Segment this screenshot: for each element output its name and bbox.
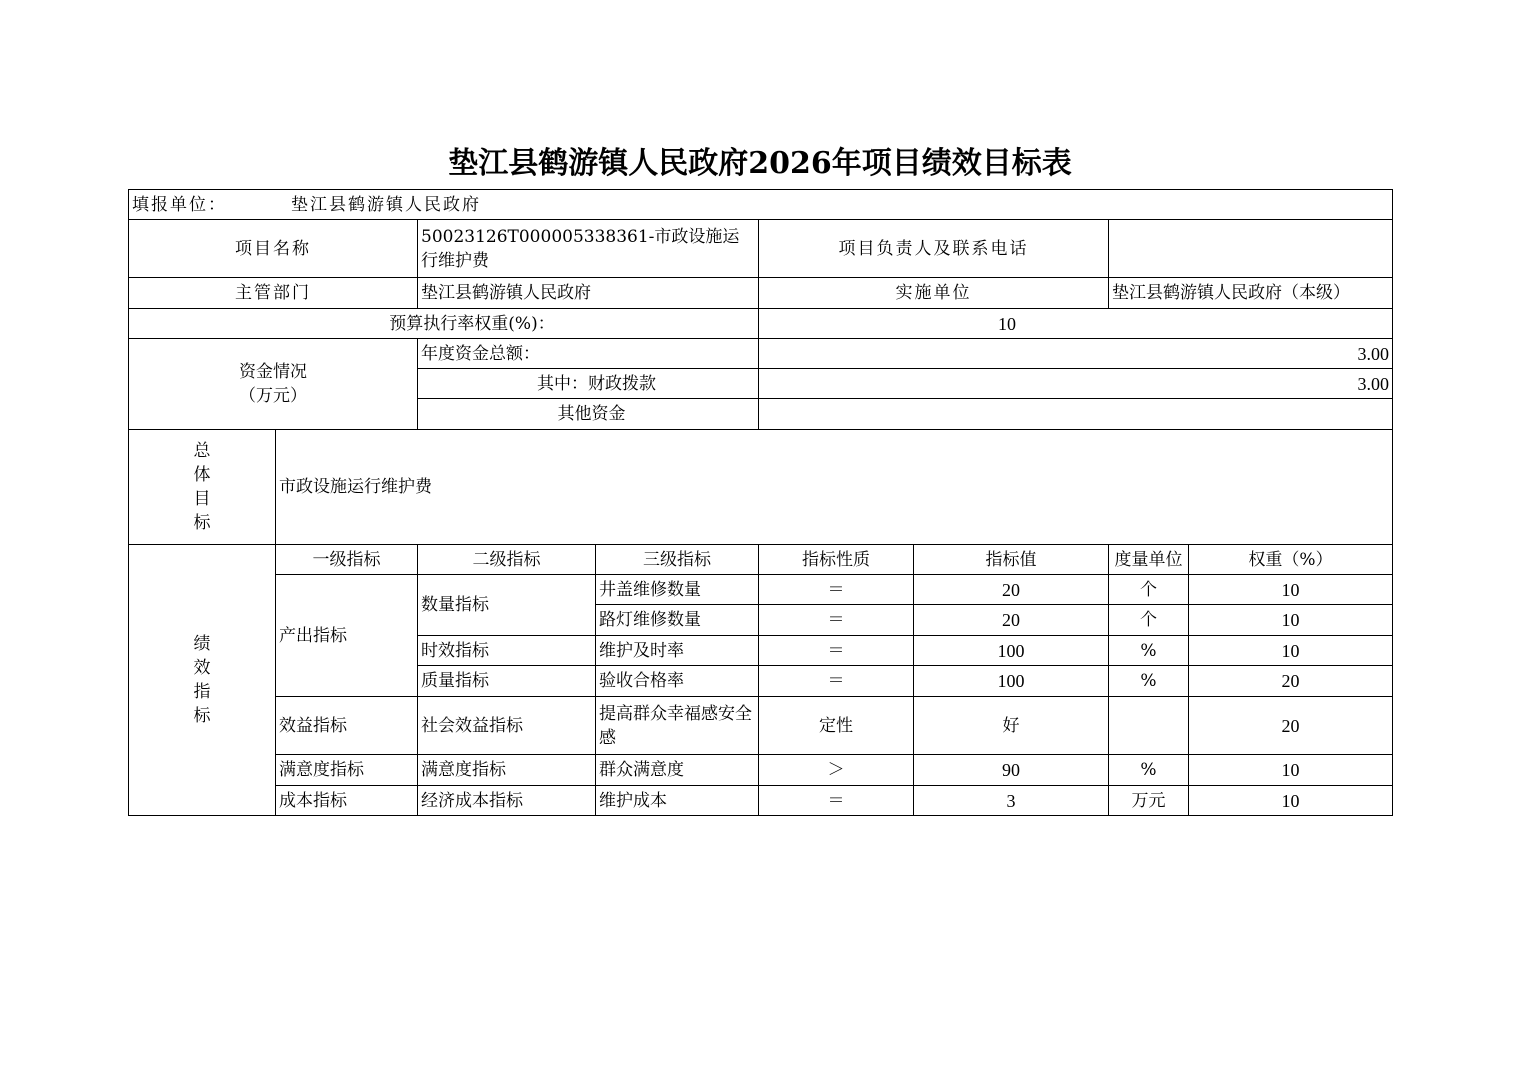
performance-char: 标 [193,706,211,726]
funds-label [129,339,418,430]
weight-cell: 20 [1189,697,1393,755]
nature-cell: ＝ [759,786,914,816]
nature-cell: ＞ [759,755,914,786]
header-level3: 三级指标 [596,545,759,575]
level1-output: 产出指标 [276,575,418,697]
indicator-row [129,786,1393,816]
unit-cell: % [1109,755,1189,786]
filler-unit-value: 垫江县鹤游镇人民政府 [291,194,481,215]
funds-other-value [759,399,1393,430]
value-cell: 3 [914,786,1109,816]
header-value: 指标值 [914,545,1109,575]
value-cell: 90 [914,755,1109,786]
performance-target-table [128,189,1393,816]
value-cell: 100 [914,666,1109,697]
indicator-row [129,755,1393,786]
impl-unit-label: 实施单位 [759,278,1109,309]
level2-economic: 经济成本指标 [418,786,596,816]
header-nature: 指标性质 [759,545,914,575]
impl-unit-value: 垫江县鹤游镇人民政府（本级） [1109,278,1393,309]
unit-cell: 个 [1109,605,1189,636]
nature-cell: 定性 [759,697,914,755]
level2-satisfaction: 满意度指标 [418,755,596,786]
unit-cell: % [1109,666,1189,697]
weight-cell: 10 [1189,575,1393,605]
indicator-row [129,697,1393,755]
nature-cell: ＝ [759,605,914,636]
funds-other-label: 其他资金 [418,399,759,430]
funds-total-value: 3.00 [759,339,1393,369]
overall-goal-char: 标 [193,513,211,533]
funds-fiscal-label: 其中：财政拨款 [418,369,759,399]
overall-goal-char: 总 [193,441,211,461]
overall-goal-char: 目 [193,489,211,509]
project-contact-label: 项目负责人及联系电话 [759,220,1109,278]
project-name-label: 项目名称 [129,220,418,278]
nature-cell: ＝ [759,666,914,697]
project-name-value: 50023126T000005338361-市政设施运行维护费 [418,220,759,278]
header-level2: 二级指标 [418,545,596,575]
weight-cell: 10 [1189,786,1393,816]
level1-cost: 成本指标 [276,786,418,816]
budget-weight-value: 10 [759,309,1393,339]
performance-char: 效 [193,658,211,678]
weight-cell: 20 [1189,666,1393,697]
unit-cell: 个 [1109,575,1189,605]
header-weight: 权重（%） [1189,545,1393,575]
filler-unit-row [129,190,1393,220]
level3-cell: 群众满意度 [596,755,759,786]
performance-char: 绩 [193,634,211,654]
level3-cell: 维护及时率 [596,636,759,666]
overall-goal-char: 体 [193,465,211,485]
funds-fiscal-value: 3.00 [759,369,1393,399]
performance-label [129,545,276,816]
level2-social: 社会效益指标 [418,697,596,755]
value-cell: 20 [914,605,1109,636]
level2-timeliness: 时效指标 [418,636,596,666]
value-cell: 好 [914,697,1109,755]
header-unit: 度量单位 [1109,545,1189,575]
value-cell: 100 [914,636,1109,666]
overall-goal-value: 市政设施运行维护费 [276,430,1393,545]
overall-goal-label [129,430,276,545]
level1-benefit: 效益指标 [276,697,418,755]
nature-cell: ＝ [759,575,914,605]
indicator-row [129,575,1393,605]
funds-label-line1: 资金情况 [239,362,307,382]
page-title: 垫江县鹤游镇人民政府2026年项目绩效目标表 [448,146,1072,181]
level3-cell: 维护成本 [596,786,759,816]
unit-cell: 万元 [1109,786,1189,816]
nature-cell: ＝ [759,636,914,666]
filler-unit-label: 填报单位： [132,194,227,215]
funds-label-line2: （万元） [239,386,307,406]
unit-cell [1109,697,1189,755]
header-level1: 一级指标 [276,545,418,575]
level2-quality: 质量指标 [418,666,596,697]
project-contact-value [1109,220,1393,278]
level1-satisfaction: 满意度指标 [276,755,418,786]
dept-value: 垫江县鹤游镇人民政府 [418,278,759,309]
weight-cell: 10 [1189,755,1393,786]
level3-cell: 井盖维修数量 [596,575,759,605]
weight-cell: 10 [1189,605,1393,636]
level3-cell: 提高群众幸福感安全感 [596,697,759,755]
value-cell: 20 [914,575,1109,605]
budget-weight-label: 预算执行率权重(%)： [129,309,759,339]
performance-char: 指 [193,682,211,702]
funds-total-label: 年度资金总额： [418,339,759,369]
level2-quantity: 数量指标 [418,575,596,636]
unit-cell: % [1109,636,1189,666]
weight-cell: 10 [1189,636,1393,666]
level3-cell: 验收合格率 [596,666,759,697]
dept-label: 主管部门 [129,278,418,309]
level3-cell: 路灯维修数量 [596,605,759,636]
